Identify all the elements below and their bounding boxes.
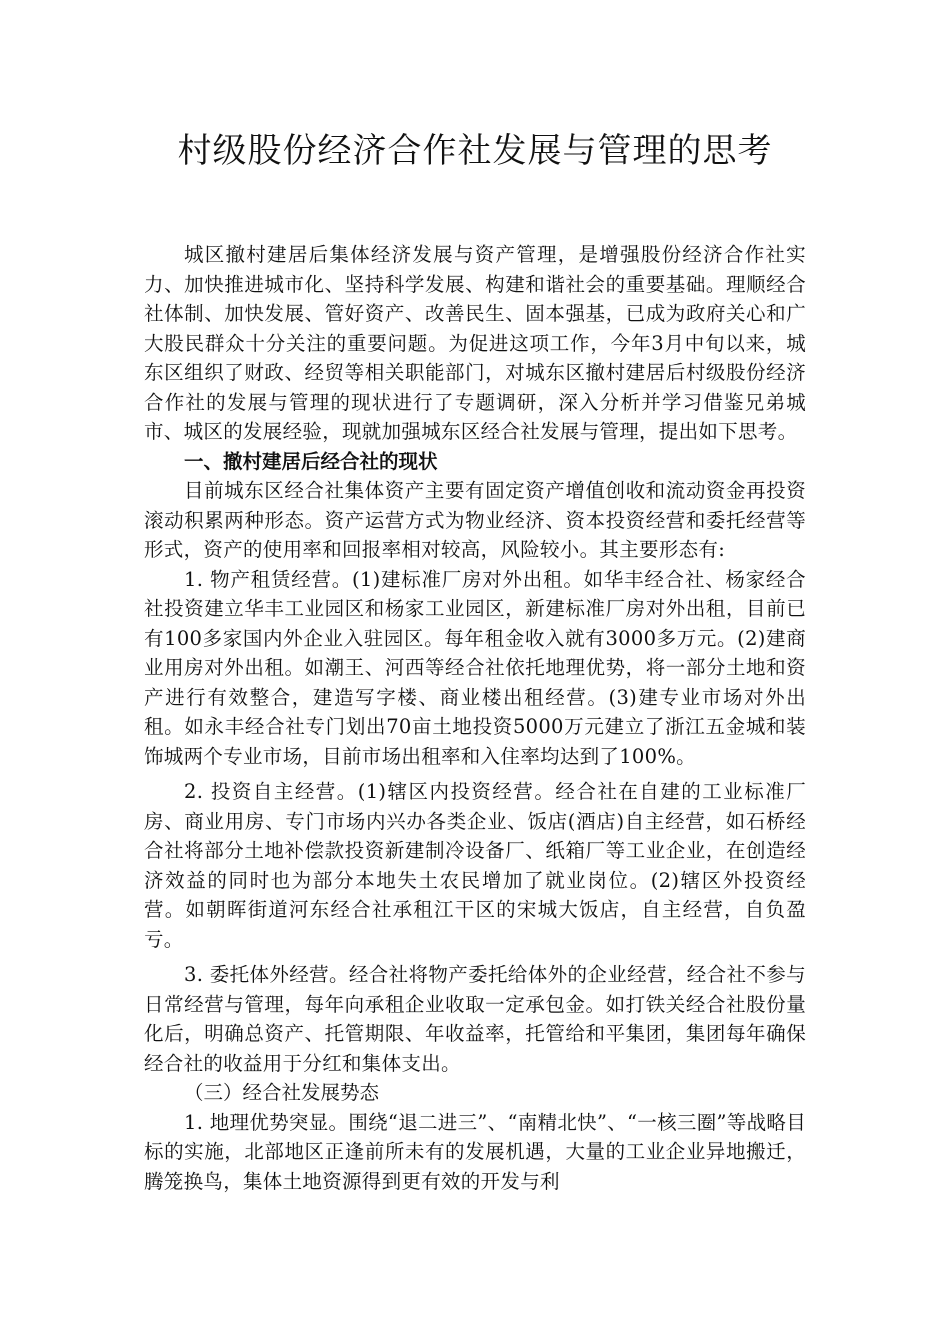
document-body [144,240,806,1196]
body-paragraph: 1. 物产租赁经营。(1)建标准厂房对外出租。如华丰经合社、杨家经合社投资建立华丰工业园区和杨家工业园区，新建标准厂房对外出租，目前已有100多家国内外企业入驻园区。每年租金收入就有3000多万元。(2)建商业用房对外出租。如潮王、河西等经合社依托地理优势，将一部分土地和资产进行有效整合，建造写字楼、商业楼出租经营。(3)建专业市场对外出租。如永丰经合社专门划出70亩土地投资5000万元建立了浙江五金城和装饰城两个专业市场，目前市场出租率和入住率均达到了100%。 [144,567,806,768]
body-paragraph: 2. 投资自主经营。(1)辖区内投资经营。经合社在自建的工业标准厂房、商业用房、专门市场内兴办各类企业、饭店(酒店)自主经营，如石桥经合社将部分土地补偿款投资新建制冷设备厂、纸箱厂等工业企业，在创造经济效益的同时也为部分本地失土农民增加了就业岗位。(2)辖区外投资经营。如朝晖街道河东经合社承租江干区的宋城大饭店，自主经营，自负盈亏。 [144,780,806,951]
body-paragraph: 3. 委托体外经营。经合社将物产委托给体外的企业经营，经合社不参与日常经营与管理，每年向承租企业收取一定承包金。如打铁关经合社股份量化后，明确总资产、托管期限、年收益率，托管给和平集团，集团每年确保经合社的收益用于分红和集体支出。 [144,963,806,1075]
body-paragraph: 1. 地理优势突显。围绕“退二进三”、“南精北快”、“一核三圈”等战略目标的实施，北部地区正逢前所未有的发展机遇，大量的工业企业异地搬迁，腾笼换鸟，集体土地资源得到更有效的开发与利 [144,1110,806,1193]
body-paragraph: 目前城东区经合社集体资产主要有固定资产增值创收和流动资金再投资滚动积累两种形态。资产运营方式为物业经济、资本投资经营和委托经营等形式，资产的使用率和回报率相对较高，风险较小。其主要形态有: [144,479,806,561]
subsection-heading: （三）经合社发展势态 [184,1081,380,1104]
body-paragraph: 城区撤村建居后集体经济发展与资产管理，是增强股份经济合作社实力、加快推进城市化、坚持科学发展、构建和谐社会的重要基础。理顺经合社体制、加快发展、管好资产、改善民生、固本强基，已成为政府关心和广大股民群众十分关注的重要问题。为促进这项工作，今年3月中旬以来，城东区组织了财政、经贸等相关职能部门，对城东区撤村建居后村级股份经济合作社的发展与管理的现状进行了专题调研，深入分析并学习借鉴兄弟城市、城区的发展经验，现就加强城东区经合社发展与管理，提出如下思考。 [144,243,806,443]
document-title: 村级股份经济合作社发展与管理的思考 [177,131,773,171]
section-heading: 一、撤村建居后经合社的现状 [184,449,438,473]
